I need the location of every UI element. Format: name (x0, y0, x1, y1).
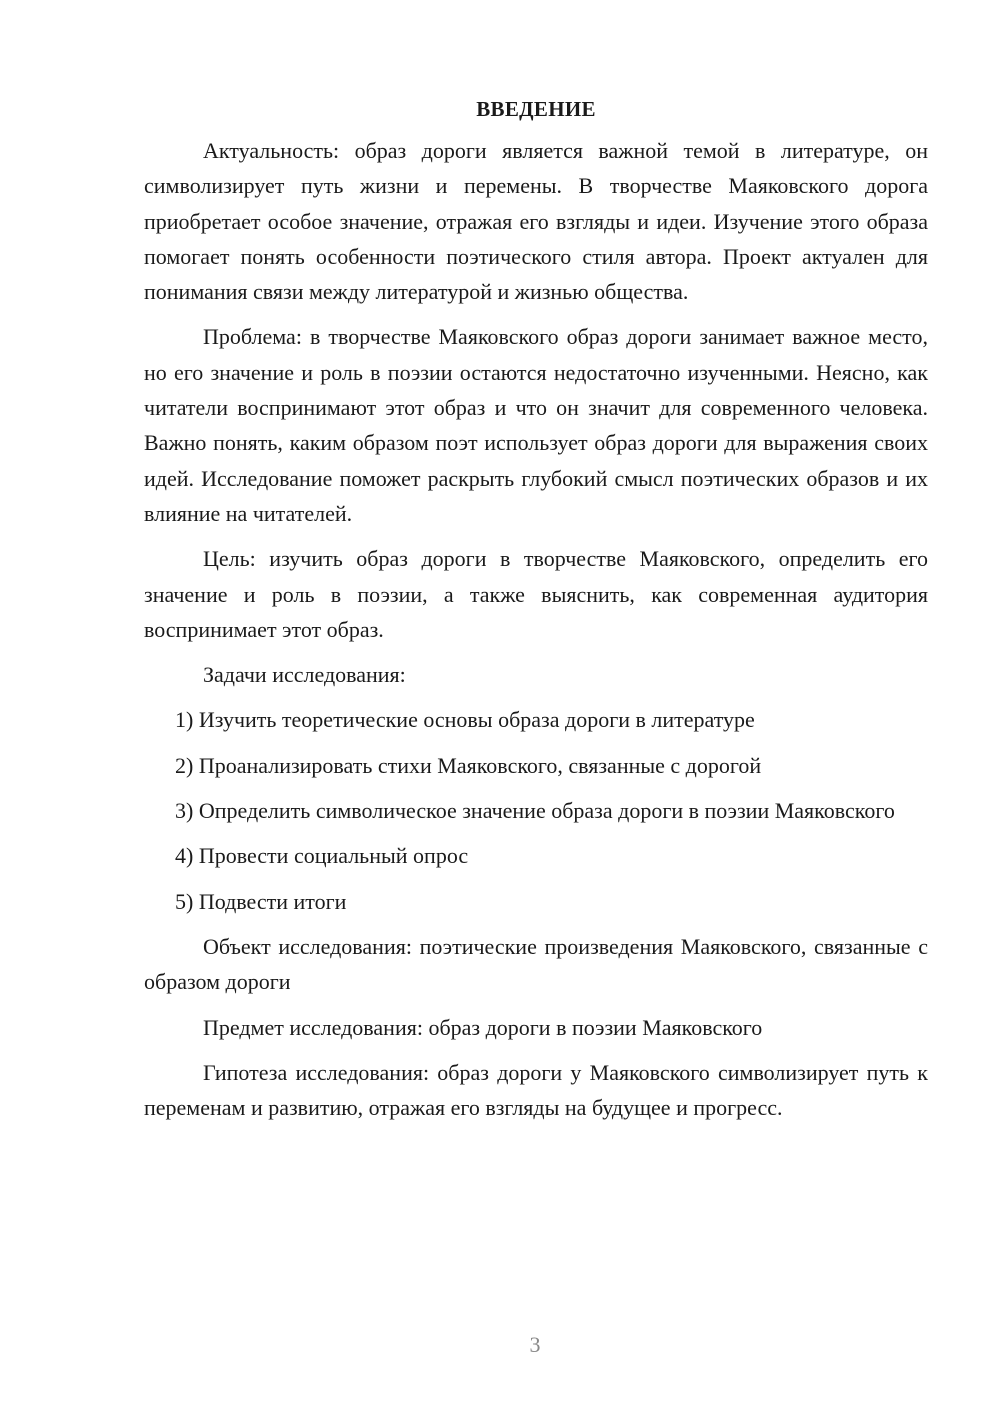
relevance-paragraph: Актуальность: образ дороги является важной темой в литературе, он символизирует путь жизни и перемены. В творчестве Маяковского дорога приобретает особое значение, отражая его взгляды и идеи. Изучение этого образа помогает понять особенности поэтического стиля автора. Проект актуален для понимания связи между литературой и жизнью общества. (144, 138, 928, 305)
tasks-title: Задачи исследования: (203, 662, 406, 688)
page-title: ВВЕДЕНИЕ (476, 97, 596, 121)
goal-paragraph: Цель: изучить образ дороги в творчестве Маяковского, определить его значение и роль в поэзии, а также выяснить, как современная аудитория воспринимает этот образ. (144, 546, 928, 642)
list-item: 3) Определить символическое значение образа дороги в поэзии Маяковского (175, 798, 895, 824)
hypothesis-paragraph: Гипотеза исследования: образ дороги у Маяковского символизирует путь к переменам и развитию, отражая его взгляды на будущее и прогресс. (144, 1059, 928, 1121)
tasks-list (144, 702, 928, 918)
problem-paragraph: Проблема: в творчестве Маяковского образ дороги занимает важное место, но его значение и роль в поэзии остаются недостаточно изученными. Неясно, как читатели воспринимают этот образ и что он значит для современного человека. Важно понять, каким образом поэт использует образ дороги для выражения своих идей. Исследование поможет раскрыть глубокий смысл поэтических образов и их влияние на читателей. (144, 324, 928, 526)
list-item: 1) Изучить теоретические основы образа дороги в литературе (175, 707, 755, 733)
list-item: 5) Подвести итоги (175, 888, 347, 914)
document-page (144, 92, 928, 1135)
object-paragraph: Объект исследования: поэтические произведения Маяковского, связанные с образом дороги (144, 933, 928, 995)
list-item: 4) Провести социальный опрос (175, 843, 469, 869)
list-item: 2) Проанализировать стихи Маяковского, связанные с дорогой (175, 752, 762, 778)
page-number: 3 (529, 1332, 541, 1357)
subject-paragraph: Предмет исследования: образ дороги в поэзии Маяковского (203, 1014, 763, 1040)
